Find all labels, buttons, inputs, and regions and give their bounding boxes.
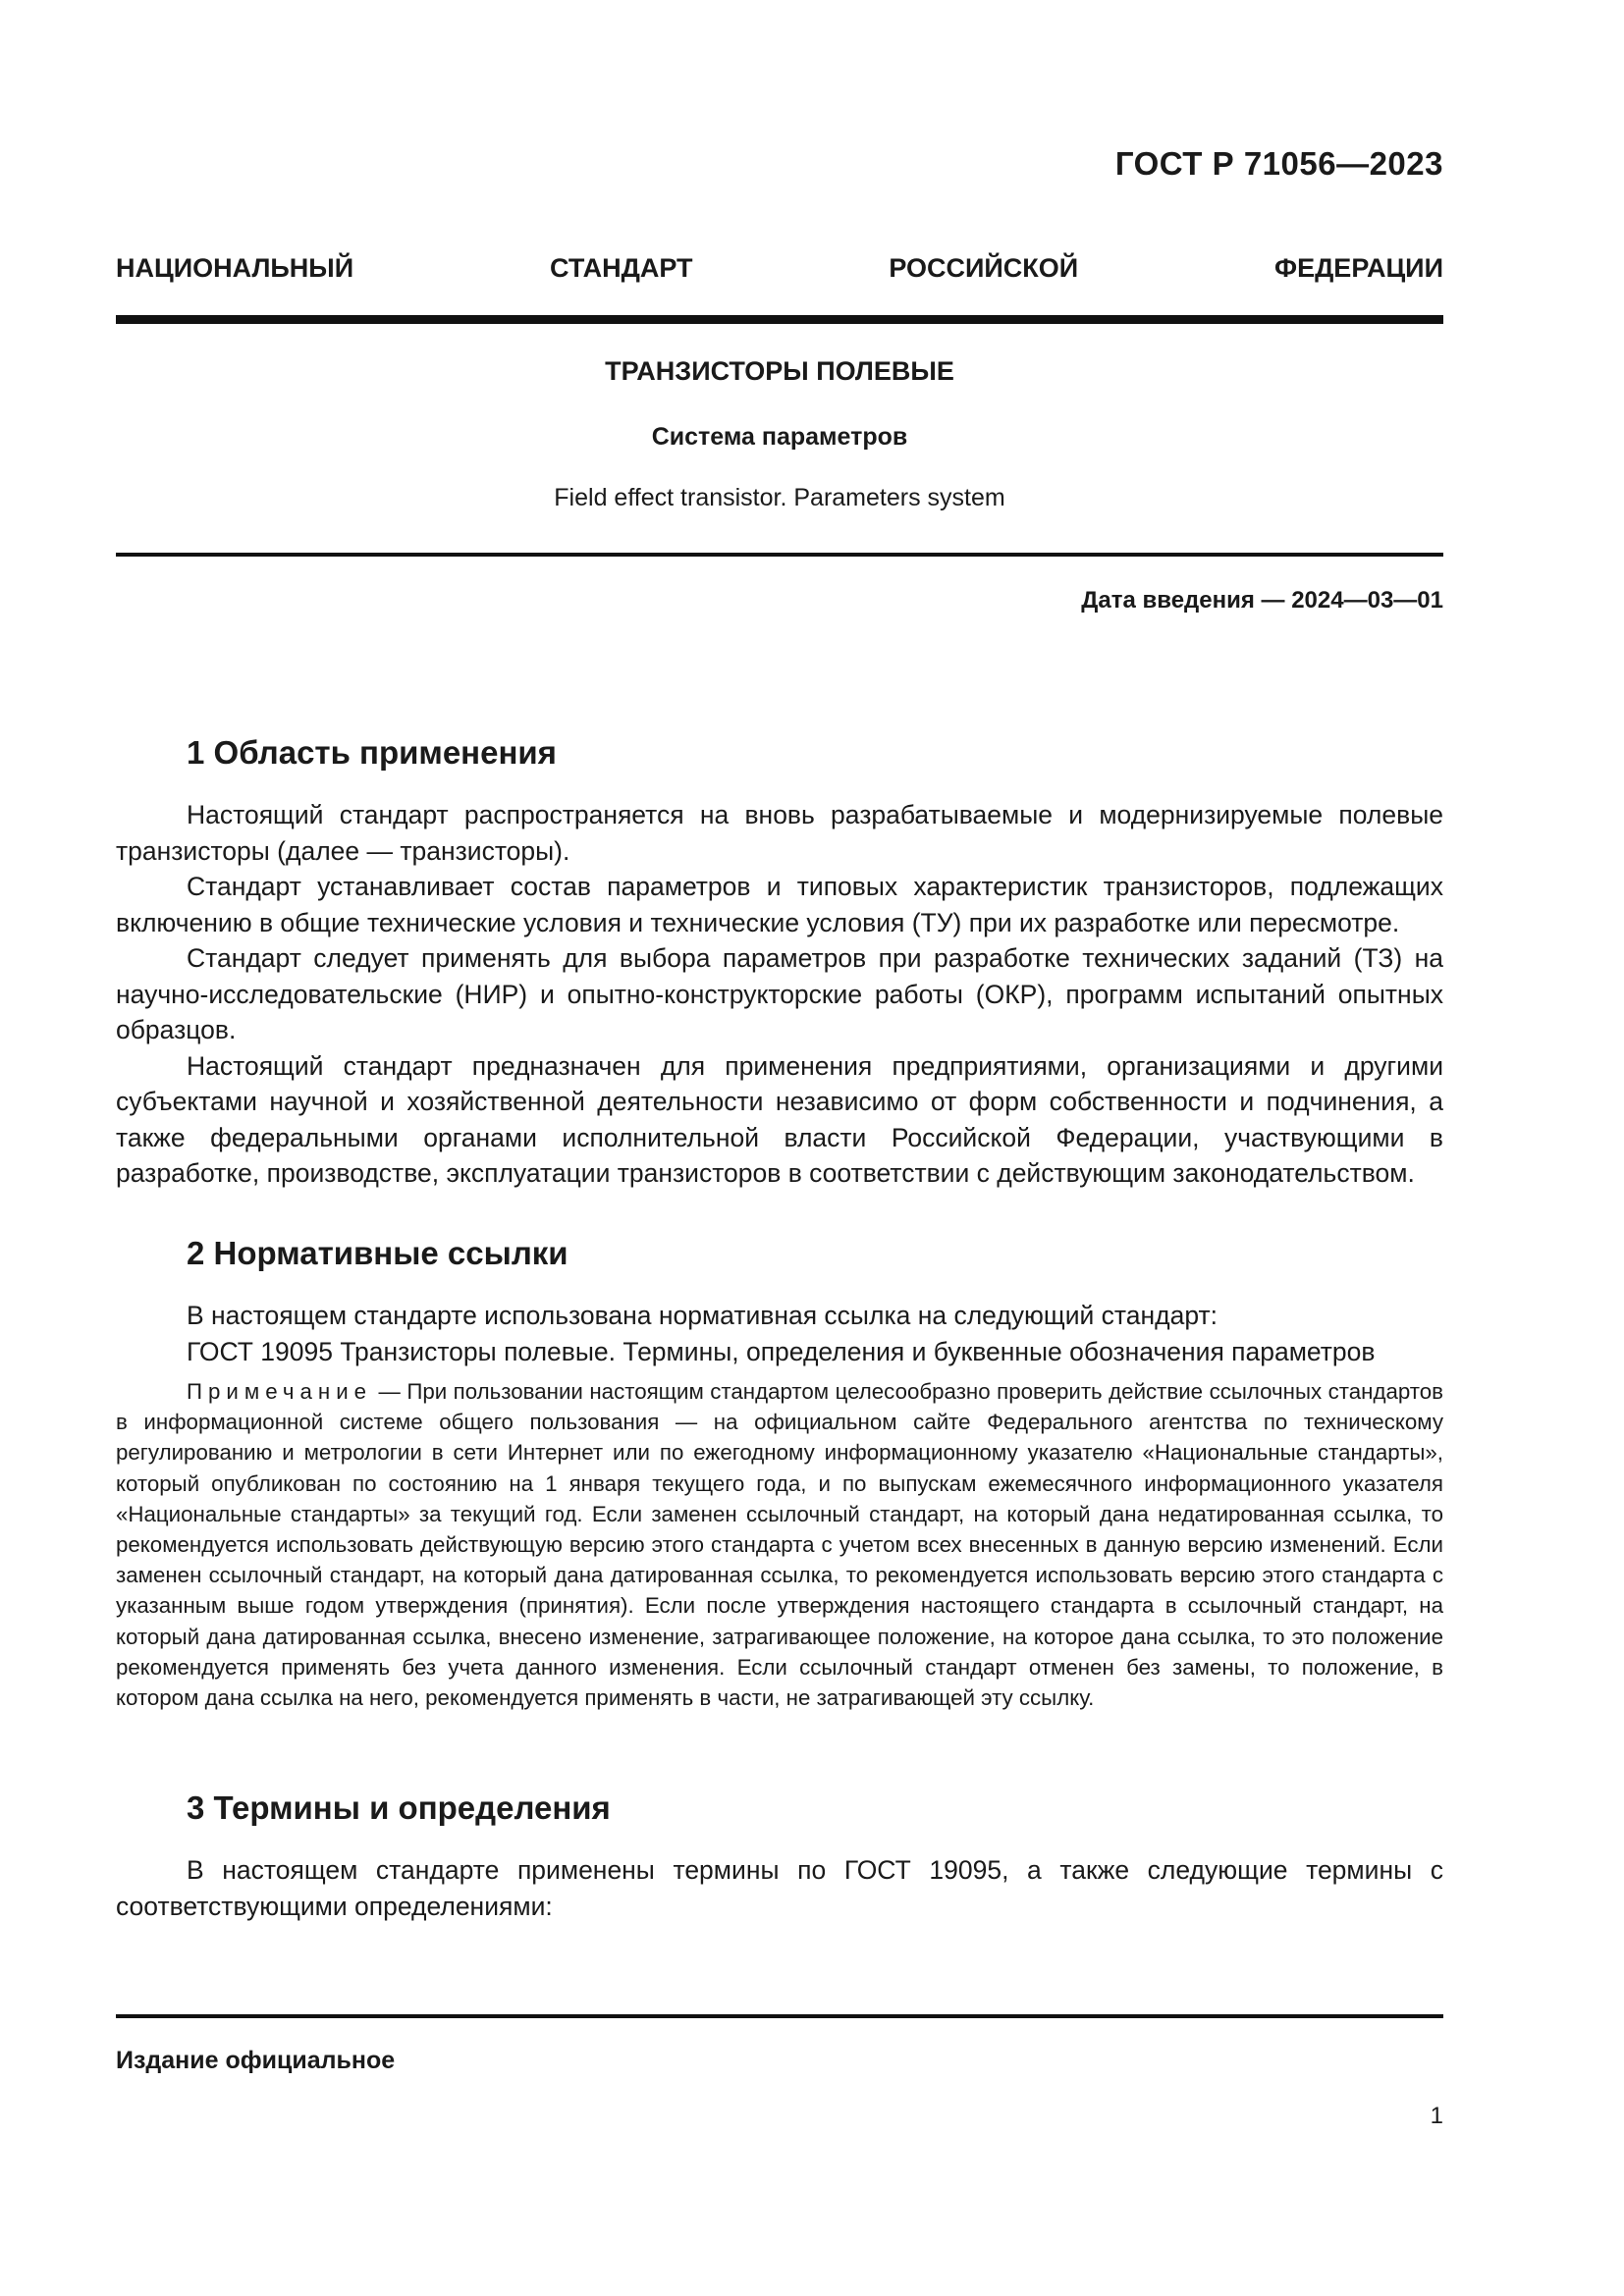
document-subtitle: Система параметров: [651, 423, 908, 451]
paragraph: Настоящий стандарт распространяется на вновь разрабатываемые и модернизируемые полевые транзисторы (далее — транзисторы).: [116, 800, 1443, 866]
document-title: ТРАНЗИСТОРЫ ПОЛЕВЫЕ: [605, 356, 954, 386]
page-number: 1: [1430, 2103, 1443, 2129]
note-text: — При пользовании настоящим стандартом целесообразно проверить действие ссылочных стандартов в информационной системе общего пользования — на официальном сайте Федерального агентства по техническому регулированию и метрологии в сети Интернет или по ежегодному информационному указателю «Национальные стандарты», который опубликован по состоянию на 1 января текущего года, и по выпускам ежемесячного информационного указателя «Национальные стандарты» за текущий год. Если заменен ссылочный стандарт, на который дана недатированная ссылка, то рекомендуется использовать действующую версию этого стандарта с учетом всех внесенных в данную версию изменений. Если заменен ссылочный стандарт, на который дана датированная ссылка, то рекомендуется использовать версию этого стандарта с указанным выше годом утверждения (принятия). Если после утверждения настоящего стандарта в ссылочный стандарт, на который дана датированная ссылка, внесено изменение, затрагивающее положение, на которое дана ссылка, то это положение рекомендуется применять без учета данного изменения. Если ссылочный стандарт отменен без замены, то положение, в котором дана ссылка на него, рекомендуется применять в части, не затрагивающей эту ссылку.: [116, 1379, 1443, 1711]
english-title: Field effect transistor. Parameters system: [554, 484, 1005, 511]
section-heading-scope: 1 Область применения: [187, 734, 557, 771]
header-rule: [116, 315, 1443, 324]
edition-label: Издание официальное: [116, 2047, 396, 2074]
paragraph: Стандарт устанавливает состав параметров и типовых характеристик транзисторов, подлежащих включению в общие технические условия и технические условия (ТУ) при их разработке или пересмотре.: [116, 872, 1443, 937]
standard-designation: ГОСТ Р 71056—2023: [1114, 145, 1443, 182]
section-body-terms: [116, 1852, 1443, 1924]
section-heading-references: 2 Нормативные ссылки: [187, 1235, 568, 1271]
note-label: Примечание: [187, 1379, 373, 1404]
section-body-scope: [116, 797, 1443, 1192]
title-rule: [116, 553, 1443, 557]
reference-entry: ГОСТ 19095 Транзисторы полевые. Термины, определения и буквенные обозначения параметров: [187, 1336, 1376, 1366]
note-paragraph: [116, 1376, 1443, 1713]
introduction-date: Дата введения — 2024—03—01: [1081, 587, 1443, 614]
note-block: [116, 1376, 1443, 1713]
paragraph: Стандарт следует применять для выбора параметров при разработке технических заданий (ТЗ) на научно-исследовательские (НИР) и опытно-конструкторские работы (ОКР), программ испытаний опытных образцов.: [116, 943, 1443, 1044]
footer-rule: [116, 2014, 1443, 2018]
paragraph: В настоящем стандарте использована нормативная ссылка на следующий стандарт:: [187, 1301, 1218, 1330]
paragraph: Настоящий стандарт предназначен для применения предприятиями, организациями и другими субъектами научной и хозяйственной деятельности независимо от форм собственности и подчинения, а также федеральными органами исполнительной власти Российской Федерации, участвующими в разработке, производстве, эксплуатации транзисторов в соответствии с действующим законодательством.: [116, 1050, 1443, 1188]
national-standard-banner: НАЦИОНАЛЬНЫЙ СТАНДАРТ РОССИЙСКОЙ ФЕДЕРАЦИИ: [116, 253, 1443, 283]
section-body-references: [116, 1298, 1443, 1369]
paragraph: В настоящем стандарте применены термины по ГОСТ 19095, а также следующие термины с соответствующими определениями:: [116, 1855, 1443, 1921]
section-heading-terms: 3 Термины и определения: [187, 1789, 611, 1826]
